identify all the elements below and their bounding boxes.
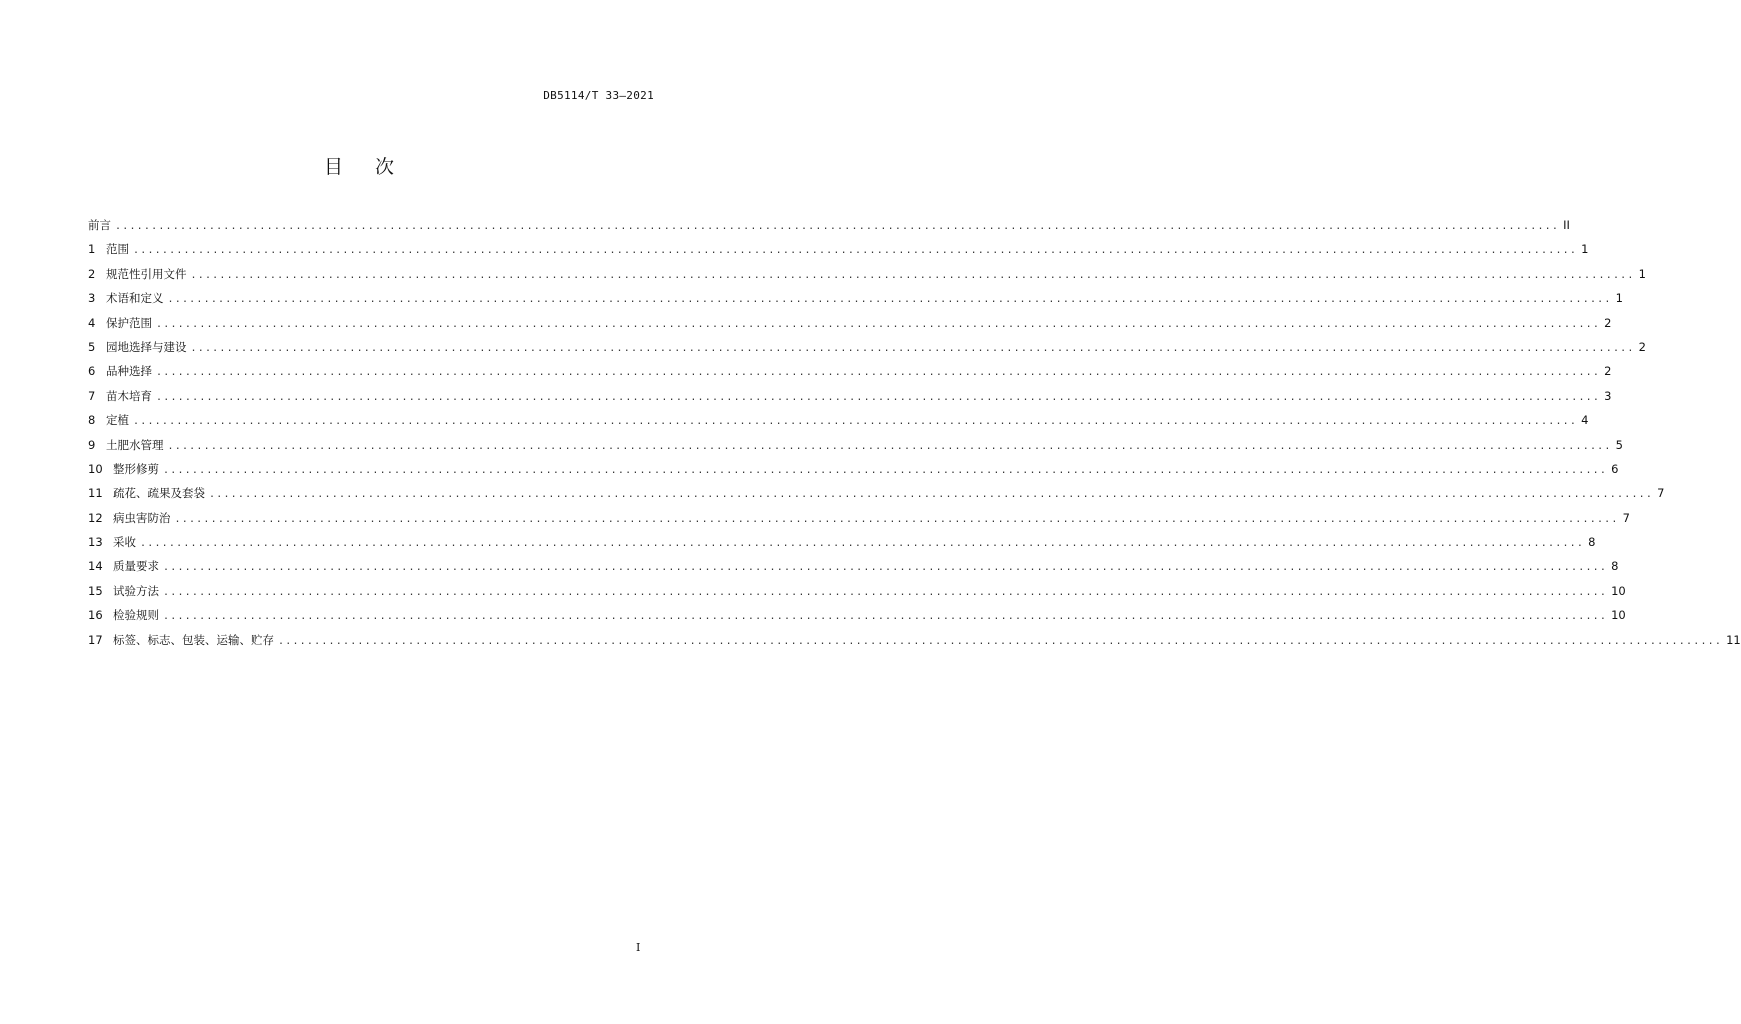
toc-entry-label: 苗木培育 (106, 388, 152, 403)
toc-dot-leader: ........................................................................................................................................................................................................ (190, 342, 1635, 354)
toc-entry-label: 检验规则 (113, 608, 159, 623)
toc-entry-page: 8 (1588, 535, 1596, 550)
toc-dot-leader: ........................................................................................................................................................................................................ (133, 416, 1578, 428)
toc-entry-label: 疏花、疏果及套袋 (113, 486, 205, 501)
toc-entry-label: 前言 (88, 218, 111, 232)
toc-dot-leader: ........................................................................................................................................................................................................ (167, 294, 1612, 306)
toc-dot-leader: ........................................................................................................................................................................................................ (278, 635, 1723, 647)
toc-entry[interactable] (88, 315, 1612, 339)
toc-entry-page: 3 (1604, 388, 1612, 403)
toc-entry-page: 11 (1726, 632, 1741, 647)
toc-entry-number: 7 (88, 388, 96, 403)
toc-entry-number: 16 (88, 608, 103, 623)
toc-entry-label: 病虫害防治 (113, 510, 171, 525)
toc-entry-number: 6 (88, 364, 96, 379)
toc-entry[interactable] (88, 632, 1741, 656)
page-number: I (636, 941, 641, 954)
toc-entry-page: 7 (1657, 486, 1665, 501)
toc-entry[interactable] (88, 607, 1626, 631)
toc-entry-number: 3 (88, 291, 96, 306)
toc-entry-label: 规范性引用文件 (106, 266, 187, 281)
toc-dot-leader: ........................................................................................................................................................................................................ (140, 538, 1585, 550)
toc-dot-leader: ........................................................................................................................................................................................................ (174, 513, 1619, 525)
toc-entry-page: 2 (1638, 339, 1646, 354)
toc-entry-page: 2 (1604, 364, 1612, 379)
toc-dot-leader: ........................................................................................................................................................................................................ (163, 464, 1608, 476)
toc-entry[interactable] (88, 290, 1623, 314)
toc-entry-label: 质量要求 (113, 559, 159, 574)
toc-entry[interactable] (88, 558, 1619, 582)
toc-dot-leader: ........................................................................................................................................................................................................ (115, 221, 1560, 232)
toc-dot-leader: ........................................................................................................................................................................................................ (133, 245, 1578, 257)
toc-entry[interactable] (88, 461, 1619, 485)
toc-dot-leader: ........................................................................................................................................................................................................ (167, 440, 1612, 452)
toc-entry[interactable] (88, 266, 1646, 290)
toc-entry-page: 1 (1615, 291, 1623, 306)
toc-entry-page: 8 (1611, 559, 1619, 574)
toc-entry-label: 试验方法 (113, 583, 159, 598)
toc-entry-number: 4 (88, 315, 96, 330)
toc-entry-label: 保护范围 (106, 315, 152, 330)
toc-entry-page: 2 (1604, 315, 1612, 330)
toc-entry-number: 5 (88, 339, 96, 354)
toc-entry[interactable] (88, 241, 1589, 265)
toc-entry-number: 13 (88, 535, 103, 550)
toc-dot-leader: ........................................................................................................................................................................................................ (190, 269, 1635, 281)
toc-entry-number: 10 (88, 461, 103, 476)
toc-entry-page: 4 (1581, 413, 1589, 428)
toc-title: 目次 (323, 156, 426, 178)
toc-dot-leader: ........................................................................................................................................................................................................ (156, 367, 1601, 379)
toc-entry-number: 11 (88, 486, 103, 501)
toc-entry-label: 土肥水管理 (106, 437, 164, 452)
toc-dot-leader: ........................................................................................................................................................................................................ (163, 586, 1608, 598)
toc-entry-label: 定植 (106, 413, 129, 428)
toc-entry[interactable] (88, 388, 1612, 412)
toc-entry-number: 14 (88, 559, 103, 574)
toc-entry[interactable] (88, 583, 1626, 607)
toc-entry-page: 7 (1622, 510, 1630, 525)
toc-entry-page: 1 (1581, 242, 1589, 257)
toc-entry[interactable] (88, 339, 1646, 363)
document-code: DB5114/T 33—2021 (543, 89, 654, 102)
table-of-contents (88, 217, 1741, 656)
toc-entry[interactable] (88, 217, 1570, 241)
toc-entry-page: 1 (1638, 266, 1646, 281)
toc-entry[interactable] (88, 534, 1596, 558)
toc-entry-page: 6 (1611, 461, 1619, 476)
toc-entry[interactable] (88, 437, 1623, 461)
toc-dot-leader: ........................................................................................................................................................................................................ (163, 562, 1608, 574)
toc-entry[interactable] (88, 363, 1612, 387)
toc-dot-leader: ........................................................................................................................................................................................................ (209, 489, 1654, 501)
toc-entry-page: II (1563, 218, 1570, 232)
toc-entry-number: 9 (88, 437, 96, 452)
toc-entry-number: 8 (88, 413, 96, 428)
toc-entry-number: 1 (88, 242, 96, 257)
toc-entry-label: 范围 (106, 242, 129, 257)
toc-entry-number: 2 (88, 266, 96, 281)
toc-entry[interactable] (88, 510, 1630, 534)
toc-dot-leader: ........................................................................................................................................................................................................ (156, 391, 1601, 403)
toc-entry-page: 5 (1615, 437, 1623, 452)
toc-entry-page: 10 (1611, 608, 1626, 623)
toc-entry-label: 园地选择与建设 (106, 339, 187, 354)
toc-entry-label: 整形修剪 (113, 461, 159, 476)
toc-entry[interactable] (88, 485, 1665, 509)
toc-dot-leader: ........................................................................................................................................................................................................ (156, 318, 1601, 330)
toc-entry-label: 术语和定义 (106, 291, 164, 306)
toc-entry-number: 15 (88, 583, 103, 598)
toc-entry[interactable] (88, 412, 1589, 436)
toc-entry-label: 标签、标志、包装、运输、贮存 (113, 632, 274, 647)
toc-entry-number: 17 (88, 632, 103, 647)
toc-entry-number: 12 (88, 510, 103, 525)
toc-entry-label: 采收 (113, 535, 136, 550)
toc-entry-label: 品种选择 (106, 364, 152, 379)
toc-entry-page: 10 (1611, 583, 1626, 598)
toc-dot-leader: ........................................................................................................................................................................................................ (163, 611, 1608, 623)
